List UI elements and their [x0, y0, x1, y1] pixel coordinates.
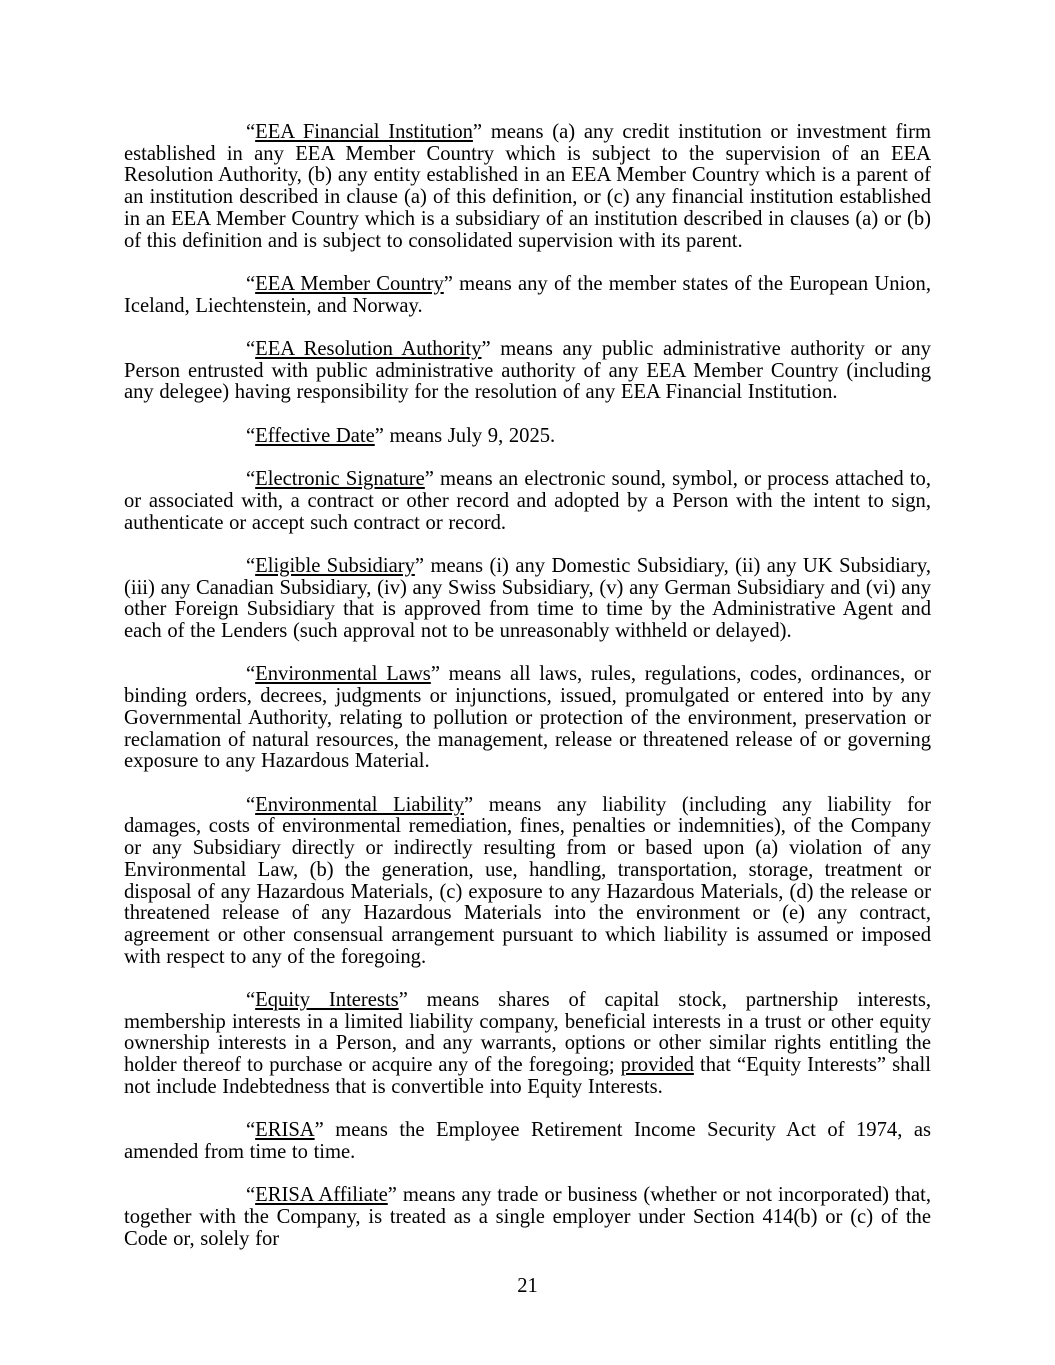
definition-effective-date [124, 426, 931, 448]
defined-term: ERISA Affiliate [255, 1184, 388, 1207]
document-body [124, 122, 931, 1250]
paragraph-text: “ [246, 121, 256, 143]
paragraph-text: “ [246, 468, 256, 491]
paragraph-text: ” means any liability (including any liability for damages, costs of environmental remediation, fines, penalties or indemnities), of the Company or any Subsidiary directly or indirectly resulting from or based upon (a) violation of any Environmental Law, (b) the generation, use, handling, transportation, storage, treatment or disposal of any Hazardous Materials, (c) exposure to any Hazardous Materials, (d) the release or threatened release of any Hazardous Materials into the environment or (e) any contract, agreement or other consensual arrangement pursuant to which liability is assumed or imposed with respect to any of the foregoing. [124, 793, 931, 968]
paragraph-text: “ [246, 1184, 256, 1207]
paragraph-text: “ [246, 338, 256, 360]
paragraph-text: “ [246, 663, 256, 686]
paragraph-text: “ [246, 989, 256, 1011]
definition-erisa [124, 1120, 931, 1163]
defined-term: Environmental Laws [255, 663, 431, 686]
paragraph-text: ” means shares of capital stock, partnership interests, membership interests in a limited liability company, beneficial interests in a trust or other equity ownership interests in a Person, and any warrants, options or other similar rights entitling the holder thereof to purchase or acquire any of the foregoing; [124, 989, 931, 1077]
definition-environmental-liability [124, 795, 931, 969]
paragraph-text: that “Equity Interests” shall not include Indebtedness that is convertible into Equity Interests. [124, 1054, 931, 1098]
definition-eligible-subsidiary [124, 556, 931, 643]
defined-term: Equity Interests [255, 989, 399, 1011]
paragraph-text: ” means all laws, rules, regulations, codes, ordinances, or binding orders, decrees, judgments or injunctions, issued, promulgated or entered into by any Governmental Authority, relating to pollution or protection of the environment, preservation or reclamation of natural resources, the management, release or threatened release of or governing exposure to any Hazardous Material. [124, 663, 931, 773]
paragraph-text: ” means (a) any credit institution or investment firm established in any EEA Member Country which is subject to the supervision of an EEA Resolution Authority, (b) any entity established in an EEA Member Country which is a parent of an institution described in clause (a) of this definition, or (c) any financial institution established in an EEA Member Country which is a subsidiary of an institution described in clauses (a) or (b) of this definition and is subject to consolidated supervision with its parent. [124, 121, 931, 252]
defined-term: EEA Member Country [255, 272, 444, 295]
definition-eea-resolution-authority [124, 339, 931, 404]
paragraph-text: “ [246, 272, 256, 295]
paragraph-text: “ [246, 554, 256, 577]
paragraph-text: “ [246, 1119, 256, 1142]
defined-term: Eligible Subsidiary [255, 554, 415, 577]
page-number: 21 [517, 1275, 538, 1297]
definition-eea-financial-institution [124, 122, 931, 252]
definition-erisa-affiliate [124, 1185, 931, 1250]
defined-term: Electronic Signature [255, 468, 425, 491]
paragraph-text: “ [246, 793, 256, 816]
defined-term: Environmental Liability [255, 793, 465, 816]
definition-eea-member-country [124, 274, 931, 317]
paragraph-text: ” means any of the member states of the European Union, Iceland, Liechtenstein, and Norway. [124, 272, 931, 317]
defined-term: ERISA [255, 1119, 315, 1142]
defined-term: provided [620, 1054, 694, 1077]
paragraph-text: ” means the Employee Retirement Income Security Act of 1974, as amended from time to time. [124, 1119, 931, 1163]
paragraph-text: ” means any public administrative authority or any Person entrusted with public administrative authority of any EEA Member Country (including any delegee) having responsibility for the resolution of any EEA Financial Institution. [124, 338, 931, 404]
paragraph-text: “ [246, 424, 256, 447]
paragraph-text: ” means (i) any Domestic Subsidiary, (ii) any UK Subsidiary, (iii) any Canadian Subsidiary, (iv) any Swiss Subsidiary, (v) any German Subsidiary and (vi) any other Foreign Subsidiary that is approved from time to time by the Administrative Agent and each of the Lenders (such approval not to be unreasonably withheld or delayed). [124, 554, 932, 643]
paragraph-text: ” means an electronic sound, symbol, or process attached to, or associated with, a contract or other record and adopted by a Person with the intent to sign, authenticate or accept such contract or record. [124, 468, 931, 534]
paragraph-text: ” means any trade or business (whether or not incorporated) that, together with the Company, is treated as a single employer under Section 414(b) or (c) of the Code or, solely for [124, 1184, 932, 1250]
definition-environmental-laws [124, 664, 931, 773]
defined-term: EEA Financial Institution [255, 121, 473, 143]
paragraph-text: ” means July 9, 2025. [374, 424, 556, 447]
defined-term: Effective Date [255, 424, 375, 447]
definition-electronic-signature [124, 469, 931, 534]
definition-equity-interests [124, 990, 931, 1099]
defined-term: EEA Resolution Authority [255, 338, 482, 360]
